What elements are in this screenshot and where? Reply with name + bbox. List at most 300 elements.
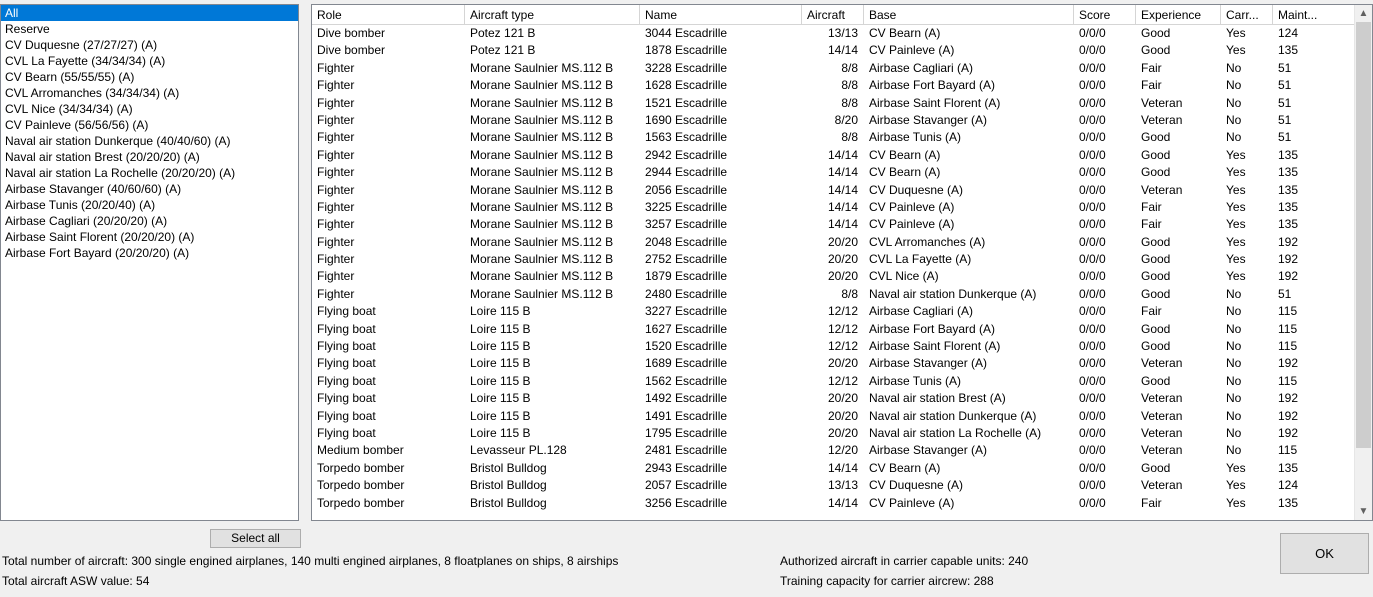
table-cell: 20/20 — [827, 252, 858, 267]
table-cell: 2057 Escadrille — [645, 478, 728, 493]
table-cell: 192 — [1278, 234, 1299, 249]
table-cell: CV Duquesne (A) — [869, 182, 964, 197]
table-cell: Flying boat — [317, 321, 376, 336]
table-cell: 115 — [1278, 304, 1298, 319]
table-cell: Fair — [1141, 60, 1162, 75]
table-cell: Loire 115 B — [470, 339, 531, 354]
table-cell: 20/20 — [827, 356, 858, 371]
table-cell: Veteran — [1141, 425, 1183, 440]
table-cell: Yes — [1226, 217, 1246, 232]
table-cell: 124 — [1278, 478, 1299, 493]
table-cell: Torpedo bomber — [317, 495, 405, 510]
table-cell: Good — [1141, 460, 1171, 475]
table-cell: 135 — [1278, 460, 1299, 475]
table-cell: 14/14 — [827, 460, 858, 475]
table-cell: 0/0/0 — [1079, 95, 1106, 110]
table-cell: Good — [1141, 26, 1171, 40]
table-row[interactable] — [312, 77, 1372, 94]
asw-value-text: Total aircraft ASW value: 54 — [2, 574, 150, 588]
table-cell: 14/14 — [827, 43, 858, 58]
table-cell: 0/0/0 — [1079, 199, 1106, 214]
table-cell: CVL Nice (A) — [869, 269, 939, 284]
table-cell: Veteran — [1141, 408, 1183, 423]
table-cell: No — [1226, 286, 1242, 301]
table-cell: 12/12 — [827, 373, 858, 388]
table-cell: 8/8 — [841, 95, 858, 110]
ok-button[interactable]: OK — [1280, 533, 1369, 574]
table-cell: 3228 Escadrille — [645, 60, 728, 75]
table-row[interactable] — [312, 95, 1372, 112]
table-cell: 51 — [1278, 78, 1292, 93]
table-cell: Loire 115 B — [470, 408, 531, 423]
vertical-scrollbar[interactable] — [1354, 5, 1372, 520]
table-row[interactable] — [312, 164, 1372, 181]
table-cell: Veteran — [1141, 478, 1183, 493]
table-cell: Torpedo bomber — [317, 478, 405, 493]
table-cell: 0/0/0 — [1079, 130, 1106, 145]
table-row[interactable] — [312, 442, 1372, 459]
table-cell: CV Bearn (A) — [869, 165, 941, 180]
table-cell: Fighter — [317, 165, 355, 180]
table-cell: Loire 115 B — [470, 356, 531, 371]
table-cell: Morane Saulnier MS.112 B — [470, 182, 614, 197]
table-cell: Dive bomber — [317, 43, 386, 58]
table-cell: 13/13 — [827, 478, 858, 493]
table-row[interactable] — [312, 408, 1372, 425]
table-row[interactable] — [312, 199, 1372, 216]
table-cell: 20/20 — [827, 408, 858, 423]
table-cell: 0/0/0 — [1079, 78, 1106, 93]
table-cell: 1491 Escadrille — [645, 408, 728, 423]
table-cell: Morane Saulnier MS.112 B — [470, 165, 614, 180]
column-header[interactable]: Score — [1074, 5, 1136, 25]
table-row[interactable] — [312, 460, 1372, 477]
table-cell: Airbase Fort Bayard (A) — [869, 78, 996, 93]
table-cell: No — [1226, 425, 1242, 440]
table-cell: Morane Saulnier MS.112 B — [470, 60, 614, 75]
table-cell: Fighter — [317, 269, 355, 284]
table-cell: 14/14 — [827, 182, 858, 197]
column-header[interactable]: Role — [312, 5, 465, 25]
list-item[interactable]: All — [1, 5, 298, 21]
table-cell: Flying boat — [317, 391, 376, 406]
table-cell: Flying boat — [317, 425, 376, 440]
table-cell: 3256 Escadrille — [645, 495, 728, 510]
table-cell: Veteran — [1141, 95, 1183, 110]
table-cell: Morane Saulnier MS.112 B — [470, 112, 614, 127]
list-item[interactable]: Airbase Saint Florent (20/20/20) (A) — [5, 230, 195, 244]
list-item[interactable]: CV Bearn (55/55/55) (A) — [5, 70, 135, 84]
table-cell: Airbase Stavanger (A) — [869, 112, 988, 127]
table-cell: No — [1226, 304, 1242, 319]
table-cell: Good — [1141, 43, 1171, 58]
table-cell: Airbase Saint Florent (A) — [869, 339, 1001, 354]
table-cell: Loire 115 B — [470, 391, 531, 406]
table-cell: 135 — [1278, 217, 1299, 232]
table-cell: Fair — [1141, 304, 1162, 319]
table-cell: 2942 Escadrille — [645, 147, 728, 162]
table-cell: Potez 121 B — [470, 26, 536, 40]
table-cell: Veteran — [1141, 182, 1183, 197]
table-cell: Naval air station Dunkerque (A) — [869, 408, 1037, 423]
table-cell: Morane Saulnier MS.112 B — [470, 234, 614, 249]
list-item[interactable]: Naval air station La Rochelle (20/20/20) (A) — [5, 166, 236, 180]
table-cell: 12/12 — [827, 304, 858, 319]
table-cell: Fair — [1141, 495, 1162, 510]
table-row[interactable] — [312, 147, 1372, 164]
table-cell: Yes — [1226, 26, 1246, 40]
table-body — [312, 25, 1372, 512]
table-cell: No — [1226, 321, 1242, 336]
scroll-thumb[interactable] — [1356, 22, 1371, 448]
table-cell: 0/0/0 — [1079, 26, 1106, 40]
table-cell: No — [1226, 391, 1242, 406]
table-row[interactable] — [312, 477, 1372, 494]
table-cell: CVL La Fayette (A) — [869, 252, 972, 267]
table-cell: Loire 115 B — [470, 425, 531, 440]
table-cell: Veteran — [1141, 391, 1183, 406]
table-header — [312, 5, 1372, 25]
table-cell: Flying boat — [317, 373, 376, 388]
table-cell: No — [1226, 60, 1242, 75]
table-cell: 135 — [1278, 495, 1299, 510]
column-header[interactable]: Name — [640, 5, 802, 25]
table-row[interactable] — [312, 390, 1372, 407]
table-cell: Flying boat — [317, 356, 376, 371]
table-cell: 3257 Escadrille — [645, 217, 728, 232]
table-cell: 135 — [1278, 199, 1299, 214]
table-cell: 20/20 — [827, 391, 858, 406]
list-item[interactable]: CV Painleve (56/56/56) (A) — [5, 118, 149, 132]
table-cell: 0/0/0 — [1079, 425, 1106, 440]
list-item[interactable]: CVL Nice (34/34/34) (A) — [5, 102, 133, 116]
table-cell: Morane Saulnier MS.112 B — [470, 130, 614, 145]
table-cell: Fair — [1141, 78, 1162, 93]
table-cell: 192 — [1278, 252, 1299, 267]
total-aircraft-text: Total number of aircraft: 300 single engined airplanes, 140 multi engined airplanes, 8 floatplanes on ships, 8 airships — [2, 554, 619, 568]
authorized-aircraft-text: Authorized aircraft in carrier capable units: 240 — [780, 554, 1029, 568]
table-cell: 2480 Escadrille — [645, 286, 728, 301]
list-item[interactable]: CVL La Fayette (34/34/34) (A) — [5, 54, 166, 68]
table-cell: 2048 Escadrille — [645, 234, 728, 249]
table-cell: 14/14 — [827, 147, 858, 162]
table-cell: 1492 Escadrille — [645, 391, 728, 406]
table-cell: Naval air station Dunkerque (A) — [869, 286, 1037, 301]
table-cell: 124 — [1278, 26, 1299, 40]
table-cell: Morane Saulnier MS.112 B — [470, 199, 614, 214]
table-row[interactable] — [312, 338, 1372, 355]
table-cell: 3227 Escadrille — [645, 304, 728, 319]
table-cell: 115 — [1278, 321, 1298, 336]
table-cell: 0/0/0 — [1079, 339, 1106, 354]
table-cell: Good — [1141, 252, 1171, 267]
table-cell: Yes — [1226, 252, 1246, 267]
table-row[interactable] — [312, 495, 1372, 512]
table-cell: 20/20 — [827, 269, 858, 284]
table-cell: Veteran — [1141, 356, 1183, 371]
table-cell: Airbase Stavanger (A) — [869, 356, 988, 371]
table-cell: 1521 Escadrille — [645, 95, 728, 110]
table-cell: Flying boat — [317, 408, 376, 423]
table-cell: 51 — [1278, 95, 1292, 110]
table-cell: Loire 115 B — [470, 373, 531, 388]
table-cell: Airbase Stavanger (A) — [869, 443, 988, 458]
table-row[interactable] — [312, 286, 1372, 303]
table-row[interactable] — [312, 234, 1372, 251]
table-cell: Yes — [1226, 460, 1246, 475]
table-cell: 1878 Escadrille — [645, 43, 728, 58]
list-item[interactable]: CV Duquesne (27/27/27) (A) — [5, 38, 158, 52]
table-cell: Fighter — [317, 199, 355, 214]
table-row[interactable] — [312, 355, 1372, 372]
table-cell: 8/8 — [841, 78, 858, 93]
table-cell: No — [1226, 339, 1242, 354]
table-cell: Naval air station La Rochelle (A) — [869, 425, 1042, 440]
column-header[interactable]: Maint... — [1273, 5, 1357, 25]
table-cell: No — [1226, 443, 1242, 458]
table-row[interactable] — [312, 268, 1372, 285]
table-cell: Veteran — [1141, 112, 1183, 127]
table-cell: 12/12 — [827, 321, 858, 336]
select-all-button[interactable]: Select all — [210, 529, 301, 548]
table-cell: Flying boat — [317, 304, 376, 319]
table-cell: 135 — [1278, 147, 1299, 162]
table-cell: Fighter — [317, 147, 355, 162]
table-row[interactable] — [312, 112, 1372, 129]
table-cell: 0/0/0 — [1079, 408, 1106, 423]
table-cell: 51 — [1278, 112, 1292, 127]
table-cell: 115 — [1278, 339, 1298, 354]
table-cell: 1690 Escadrille — [645, 112, 728, 127]
table-row[interactable] — [312, 303, 1372, 320]
list-item[interactable]: Airbase Fort Bayard (20/20/20) (A) — [5, 246, 190, 260]
table-cell: 14/14 — [827, 165, 858, 180]
table-cell: Good — [1141, 165, 1171, 180]
table-cell: CV Duquesne (A) — [869, 478, 964, 493]
base-filter-list[interactable] — [0, 4, 299, 521]
table-cell: No — [1226, 95, 1242, 110]
table-cell: 8/20 — [834, 112, 858, 127]
table-cell: Torpedo bomber — [317, 460, 405, 475]
table-cell: No — [1226, 130, 1242, 145]
table-cell: 192 — [1278, 408, 1299, 423]
table-cell: Good — [1141, 321, 1171, 336]
table-cell: 2056 Escadrille — [645, 182, 728, 197]
table-cell: No — [1226, 408, 1242, 423]
column-header[interactable]: Experience — [1136, 5, 1221, 25]
table-cell: 51 — [1278, 286, 1292, 301]
table-cell: 1563 Escadrille — [645, 130, 728, 145]
table-cell: 0/0/0 — [1079, 391, 1106, 406]
table-cell: Loire 115 B — [470, 304, 531, 319]
table-cell: 14/14 — [827, 199, 858, 214]
list-item[interactable]: Naval air station Dunkerque (40/40/60) (A) — [5, 134, 231, 148]
table-cell: Good — [1141, 130, 1171, 145]
table-cell: Yes — [1226, 495, 1246, 510]
table-cell: Flying boat — [317, 339, 376, 354]
table-cell: CV Painleve (A) — [869, 495, 955, 510]
table-row[interactable] — [312, 321, 1372, 338]
table-cell: Bristol Bulldog — [470, 478, 547, 493]
table-cell: 0/0/0 — [1079, 304, 1106, 319]
table-row[interactable] — [312, 42, 1372, 59]
table-cell: 51 — [1278, 130, 1292, 145]
list-item[interactable]: Airbase Stavanger (40/60/60) (A) — [5, 182, 182, 196]
table-cell: CV Bearn (A) — [869, 460, 941, 475]
table-cell: 115 — [1278, 373, 1298, 388]
table-cell: No — [1226, 373, 1242, 388]
table-cell: 2944 Escadrille — [645, 165, 728, 180]
column-header[interactable]: Aircraft type — [465, 5, 640, 25]
list-item[interactable]: Airbase Cagliari (20/20/20) (A) — [5, 214, 168, 228]
table-cell: 8/8 — [841, 286, 858, 301]
table-row[interactable] — [312, 182, 1372, 199]
table-cell: Yes — [1226, 199, 1246, 214]
table-cell: 192 — [1278, 425, 1299, 440]
table-cell: 135 — [1278, 165, 1299, 180]
table-cell: Yes — [1226, 43, 1246, 58]
table-cell: 8/8 — [841, 60, 858, 75]
table-cell: Airbase Saint Florent (A) — [869, 95, 1001, 110]
table-cell: 14/14 — [827, 495, 858, 510]
table-cell: 51 — [1278, 60, 1292, 75]
table-cell: 1689 Escadrille — [645, 356, 728, 371]
column-header[interactable]: Carr... — [1221, 5, 1273, 25]
list-item[interactable]: Reserve — [5, 22, 50, 36]
table-cell: CVL Arromanches (A) — [869, 234, 986, 249]
table-cell: Morane Saulnier MS.112 B — [470, 286, 614, 301]
table-cell: Fighter — [317, 78, 355, 93]
table-row[interactable] — [312, 373, 1372, 390]
table-cell: Good — [1141, 286, 1171, 301]
table-cell: Yes — [1226, 478, 1246, 493]
table-cell: Loire 115 B — [470, 321, 531, 336]
chevron-up-icon[interactable]: ▲ — [1358, 8, 1369, 19]
table-cell: 0/0/0 — [1079, 478, 1106, 493]
table-cell: Bristol Bulldog — [470, 495, 547, 510]
table-cell: Fighter — [317, 217, 355, 232]
table-cell: Yes — [1226, 165, 1246, 180]
table-cell: Airbase Cagliari (A) — [869, 304, 974, 319]
table-cell: Morane Saulnier MS.112 B — [470, 78, 614, 93]
list-item[interactable]: Naval air station Brest (20/20/20) (A) — [5, 150, 200, 164]
table-cell: Airbase Tunis (A) — [869, 130, 962, 145]
list-item[interactable]: CVL Arromanches (34/34/34) (A) — [5, 86, 180, 100]
table-cell: 8/8 — [841, 130, 858, 145]
table-cell: 12/20 — [827, 443, 858, 458]
table-cell: 1628 Escadrille — [645, 78, 728, 93]
table-cell: 3225 Escadrille — [645, 199, 728, 214]
table-cell: 0/0/0 — [1079, 269, 1106, 284]
table-cell: Morane Saulnier MS.112 B — [470, 217, 614, 232]
table-cell: CV Painleve (A) — [869, 43, 955, 58]
table-cell: Fair — [1141, 199, 1162, 214]
table-cell: Veteran — [1141, 443, 1183, 458]
table-cell: 0/0/0 — [1079, 373, 1106, 388]
table-row[interactable] — [312, 425, 1372, 442]
table-cell: Medium bomber — [317, 443, 404, 458]
table-cell: 0/0/0 — [1079, 112, 1106, 127]
table-cell: Good — [1141, 234, 1171, 249]
table-cell: Good — [1141, 147, 1171, 162]
table-row[interactable] — [312, 129, 1372, 146]
training-capacity-text: Training capacity for carrier aircrew: 288 — [780, 574, 994, 588]
table-cell: Yes — [1226, 234, 1246, 249]
column-header[interactable]: Aircraft — [802, 5, 864, 25]
table-cell: Dive bomber — [317, 26, 386, 40]
table-cell: Airbase Fort Bayard (A) — [869, 321, 996, 336]
table-cell: 192 — [1278, 356, 1299, 371]
table-cell: Airbase Tunis (A) — [869, 373, 962, 388]
table-cell: Yes — [1226, 147, 1246, 162]
table-cell: 0/0/0 — [1079, 252, 1106, 267]
table-cell: 1520 Escadrille — [645, 339, 728, 354]
table-cell: 115 — [1278, 443, 1298, 458]
table-row[interactable] — [312, 25, 1372, 42]
table-cell: 0/0/0 — [1079, 443, 1106, 458]
table-cell: Fighter — [317, 60, 355, 75]
table-cell: 1795 Escadrille — [645, 425, 728, 440]
table-cell: No — [1226, 112, 1242, 127]
table-cell: Good — [1141, 339, 1171, 354]
table-cell: 192 — [1278, 269, 1299, 284]
table-cell: Fair — [1141, 217, 1162, 232]
table-cell: Good — [1141, 269, 1171, 284]
table-cell: Fighter — [317, 95, 355, 110]
table-row[interactable] — [312, 60, 1372, 77]
table-cell: Fighter — [317, 252, 355, 267]
table-cell: Fighter — [317, 234, 355, 249]
table-cell: 0/0/0 — [1079, 165, 1106, 180]
table-cell: 20/20 — [827, 234, 858, 249]
table-cell: 0/0/0 — [1079, 182, 1106, 197]
table-row[interactable] — [312, 251, 1372, 268]
table-cell: Yes — [1226, 269, 1246, 284]
table-cell: 2752 Escadrille — [645, 252, 728, 267]
table-cell: No — [1226, 356, 1242, 371]
table-cell: 0/0/0 — [1079, 495, 1106, 510]
table-cell: 0/0/0 — [1079, 286, 1106, 301]
table-cell: Levasseur PL.128 — [470, 443, 567, 458]
table-cell: 1627 Escadrille — [645, 321, 728, 336]
table-row[interactable] — [312, 216, 1372, 233]
table-cell: 1879 Escadrille — [645, 269, 728, 284]
table-cell: Morane Saulnier MS.112 B — [470, 269, 614, 284]
table-cell: 0/0/0 — [1079, 147, 1106, 162]
table-cell: Fighter — [317, 130, 355, 145]
chevron-down-icon[interactable]: ▼ — [1358, 506, 1369, 517]
table-cell: 2481 Escadrille — [645, 443, 728, 458]
table-cell: Good — [1141, 373, 1171, 388]
table-cell: 0/0/0 — [1079, 217, 1106, 232]
table-cell: Potez 121 B — [470, 43, 536, 58]
aircraft-table — [311, 4, 1373, 521]
column-header[interactable]: Base — [864, 5, 1074, 25]
table-cell: 13/13 — [827, 26, 858, 40]
table-cell: 12/12 — [827, 339, 858, 354]
table-cell: 135 — [1278, 43, 1299, 58]
table-cell: Naval air station Brest (A) — [869, 391, 1006, 406]
table-cell: Morane Saulnier MS.112 B — [470, 252, 614, 267]
table-cell: Morane Saulnier MS.112 B — [470, 147, 614, 162]
table-cell: 0/0/0 — [1079, 460, 1106, 475]
list-item[interactable]: Airbase Tunis (20/20/40) (A) — [5, 198, 156, 212]
table-cell: 0/0/0 — [1079, 321, 1106, 336]
table-cell: 1562 Escadrille — [645, 373, 728, 388]
table-cell: 20/20 — [827, 425, 858, 440]
table-cell: CV Bearn (A) — [869, 147, 941, 162]
table-cell: Airbase Cagliari (A) — [869, 60, 974, 75]
